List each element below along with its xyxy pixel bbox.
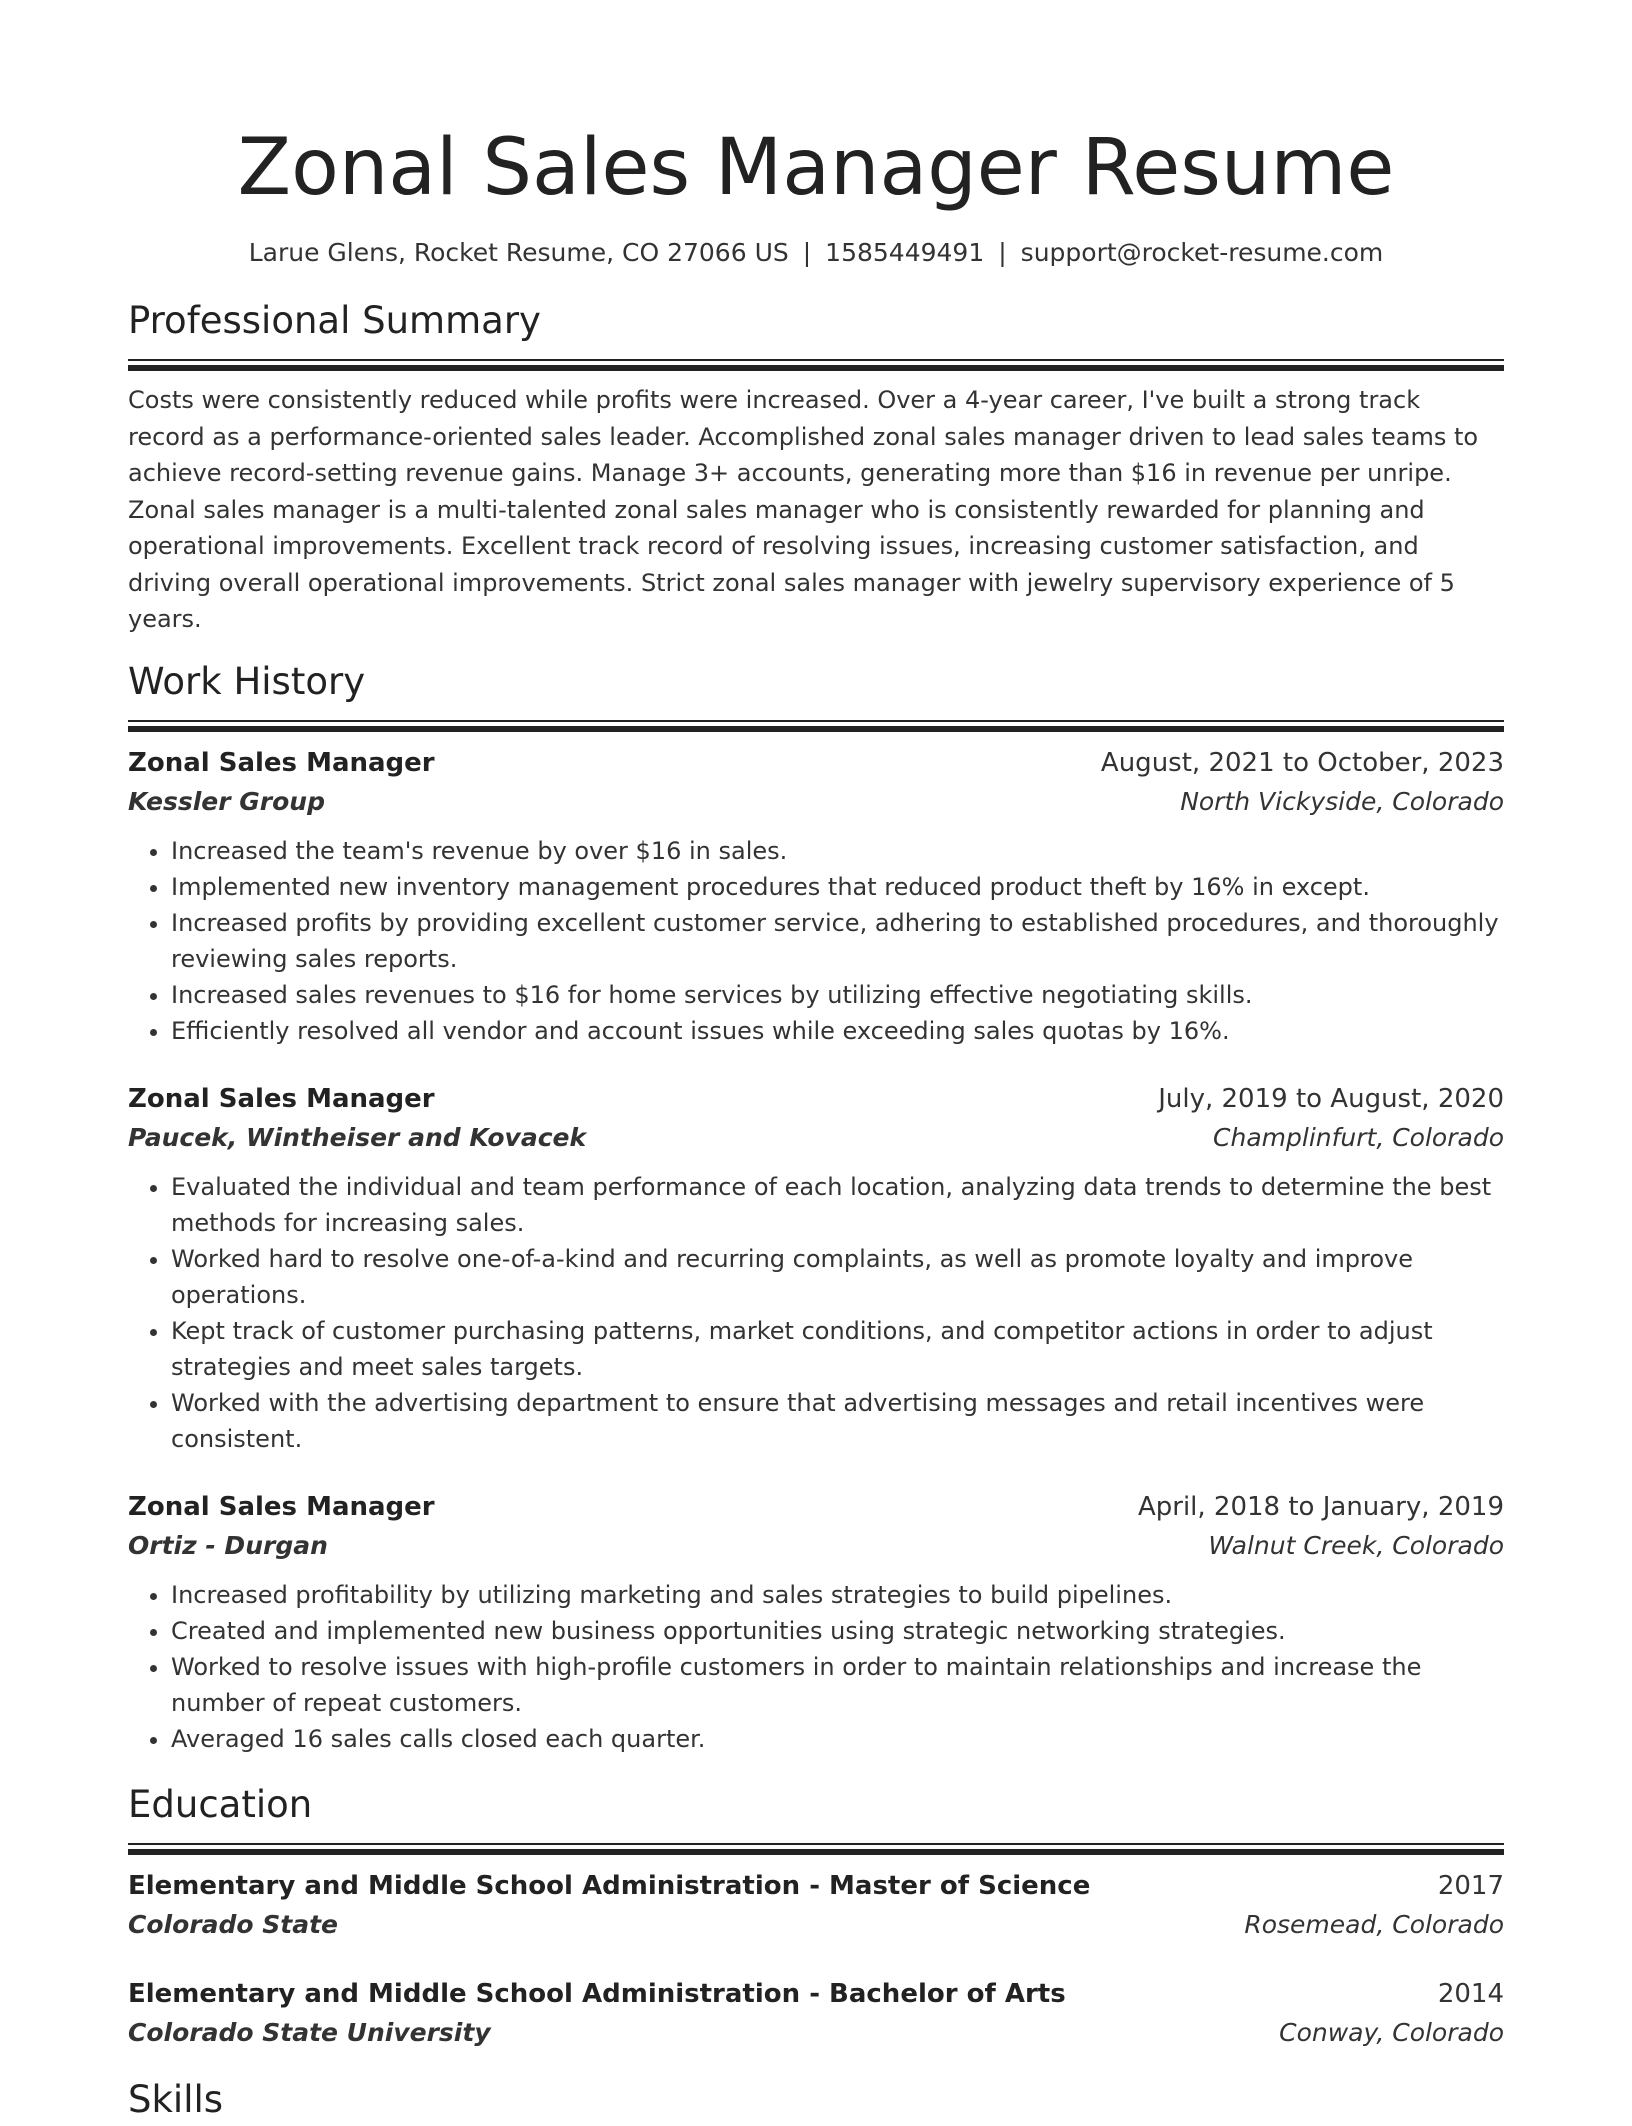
job-title: Zonal Sales Manager: [128, 1491, 435, 1522]
job-bullets: [128, 833, 1504, 1049]
job-company: Ortiz - Durgan: [128, 1530, 328, 1560]
job-bullet: • Evaluated the individual and team performance of each location, analyzing data trends to determine the best methods for increasing sales.: [171, 1169, 1504, 1241]
education-degree: Elementary and Middle School Administration - Bachelor of Arts: [128, 1978, 1066, 2009]
section-title-education: Education: [128, 1782, 313, 1826]
section-divider: [128, 1843, 1504, 1854]
contact-separator: |: [998, 238, 1007, 267]
contact-address: Larue Glens, Rocket Resume, CO 27066 US: [248, 238, 789, 267]
job-location: Champlinfurt, Colorado: [1213, 1122, 1504, 1152]
contact-phone: 1585449491: [825, 238, 985, 267]
section-divider: [128, 720, 1504, 731]
education-header: [128, 1866, 1504, 1906]
education-school: Colorado State: [128, 1909, 338, 1939]
job-location: Walnut Creek, Colorado: [1208, 1530, 1504, 1560]
section-divider: [128, 359, 1504, 370]
resume-title: Zonal Sales Manager Resume: [237, 123, 1395, 213]
education-section: [128, 1779, 1504, 2052]
section-title-summary: Professional Summary: [128, 299, 541, 342]
education-school: Colorado State University: [128, 2017, 491, 2047]
job-dates: April, 2018 to January, 2019: [1137, 1491, 1504, 1522]
job-bullet: • Worked to resolve issues with high-profile customers in order to maintain relationships and increase the number of repeat customers.: [171, 1649, 1504, 1721]
job-location: North Vickyside, Colorado: [1180, 786, 1504, 816]
job-title: Zonal Sales Manager: [128, 1083, 435, 1114]
education-location: Rosemead, Colorado: [1244, 1909, 1504, 1939]
job-bullet: • Kept track of customer purchasing patterns, market conditions, and competitor actions in order to adjust strategies and meet sales targets.: [171, 1313, 1504, 1385]
work-history-section: [128, 656, 1504, 1757]
education-subheader: [128, 2014, 1504, 2052]
job-header: [128, 1079, 1504, 1119]
education-year: 2017: [1437, 1870, 1504, 1901]
job-subheader: [128, 783, 1504, 821]
education-location: Conway, Colorado: [1279, 2017, 1504, 2047]
job-bullets: [128, 1169, 1504, 1457]
contact-line: [128, 238, 1504, 267]
job-subheader: [128, 1119, 1504, 1157]
job-dates: August, 2021 to October, 2023: [1100, 747, 1504, 778]
education-header: [128, 1974, 1504, 2014]
job-bullet: • Increased profitability by utilizing marketing and sales strategies to build pipelines.: [171, 1577, 1504, 1613]
job-dates: July, 2019 to August, 2020: [1158, 1083, 1504, 1114]
job-bullet: • Worked hard to resolve one-of-a-kind and recurring complaints, as well as promote loyalty and improve operations.: [171, 1241, 1504, 1313]
education-entry: [128, 1866, 1504, 1944]
job-header: [128, 1487, 1504, 1527]
job-bullet: • Averaged 16 sales calls closed each quarter.: [171, 1721, 1504, 1757]
education-year: 2014: [1437, 1978, 1504, 2009]
education-degree: Elementary and Middle School Administration - Master of Science: [128, 1870, 1091, 1901]
job-title: Zonal Sales Manager: [128, 747, 435, 778]
section-title-skills: Skills: [128, 2077, 224, 2121]
job-company: Kessler Group: [128, 786, 325, 816]
summary-text: Costs were consistently reduced while profits were increased. Over a 4-year career, I've built a strong track record as a performance-oriented sales leader. Accomplished zonal sales manager driven to lead sales teams to achieve record-setting revenue gains. Manage 3+ accounts, generating more than $16 in revenue per unripe. Zonal sales manager is a multi-talented zonal sales manager who is consistently rewarded for planning and operational improvements. Excellent track record of resolving issues, increasing customer satisfaction, and driving overall operational improvements. Strict zonal sales manager with jewelry supervisory experience of 5 years.: [128, 386, 1479, 633]
summary-section: [128, 295, 1504, 638]
job-bullets: [128, 1577, 1504, 1757]
job-entry: [128, 743, 1504, 1049]
job-company: Paucek, Wintheiser and Kovacek: [128, 1122, 587, 1152]
job-entry: [128, 1079, 1504, 1457]
job-entry: [128, 1487, 1504, 1757]
job-bullet: • Efficiently resolved all vendor and account issues while exceeding sales quotas by 16%.: [171, 1013, 1504, 1049]
contact-email: support@rocket-resume.com: [1020, 238, 1384, 267]
skills-section: [128, 2074, 1504, 2126]
job-bullet: • Created and implemented new business opportunities using strategic networking strategies.: [171, 1613, 1504, 1649]
contact-separator: |: [802, 238, 812, 267]
education-subheader: [128, 1906, 1504, 1944]
section-title-work-history: Work History: [128, 659, 366, 703]
job-bullet: • Increased sales revenues to $16 for home services by utilizing effective negotiating skills.: [171, 977, 1504, 1013]
education-entry: [128, 1974, 1504, 2052]
job-header: [128, 743, 1504, 783]
job-bullet: • Increased the team's revenue by over $16 in sales.: [171, 833, 1504, 869]
job-bullet: • Increased profits by providing excellent customer service, adhering to established procedures, and thoroughly reviewing sales reports.: [171, 905, 1504, 977]
job-bullet: • Worked with the advertising department to ensure that advertising messages and retail incentives were consistent.: [171, 1385, 1504, 1457]
job-subheader: [128, 1527, 1504, 1565]
job-bullet: • Implemented new inventory management procedures that reduced product theft by 16% in except.: [171, 869, 1504, 905]
